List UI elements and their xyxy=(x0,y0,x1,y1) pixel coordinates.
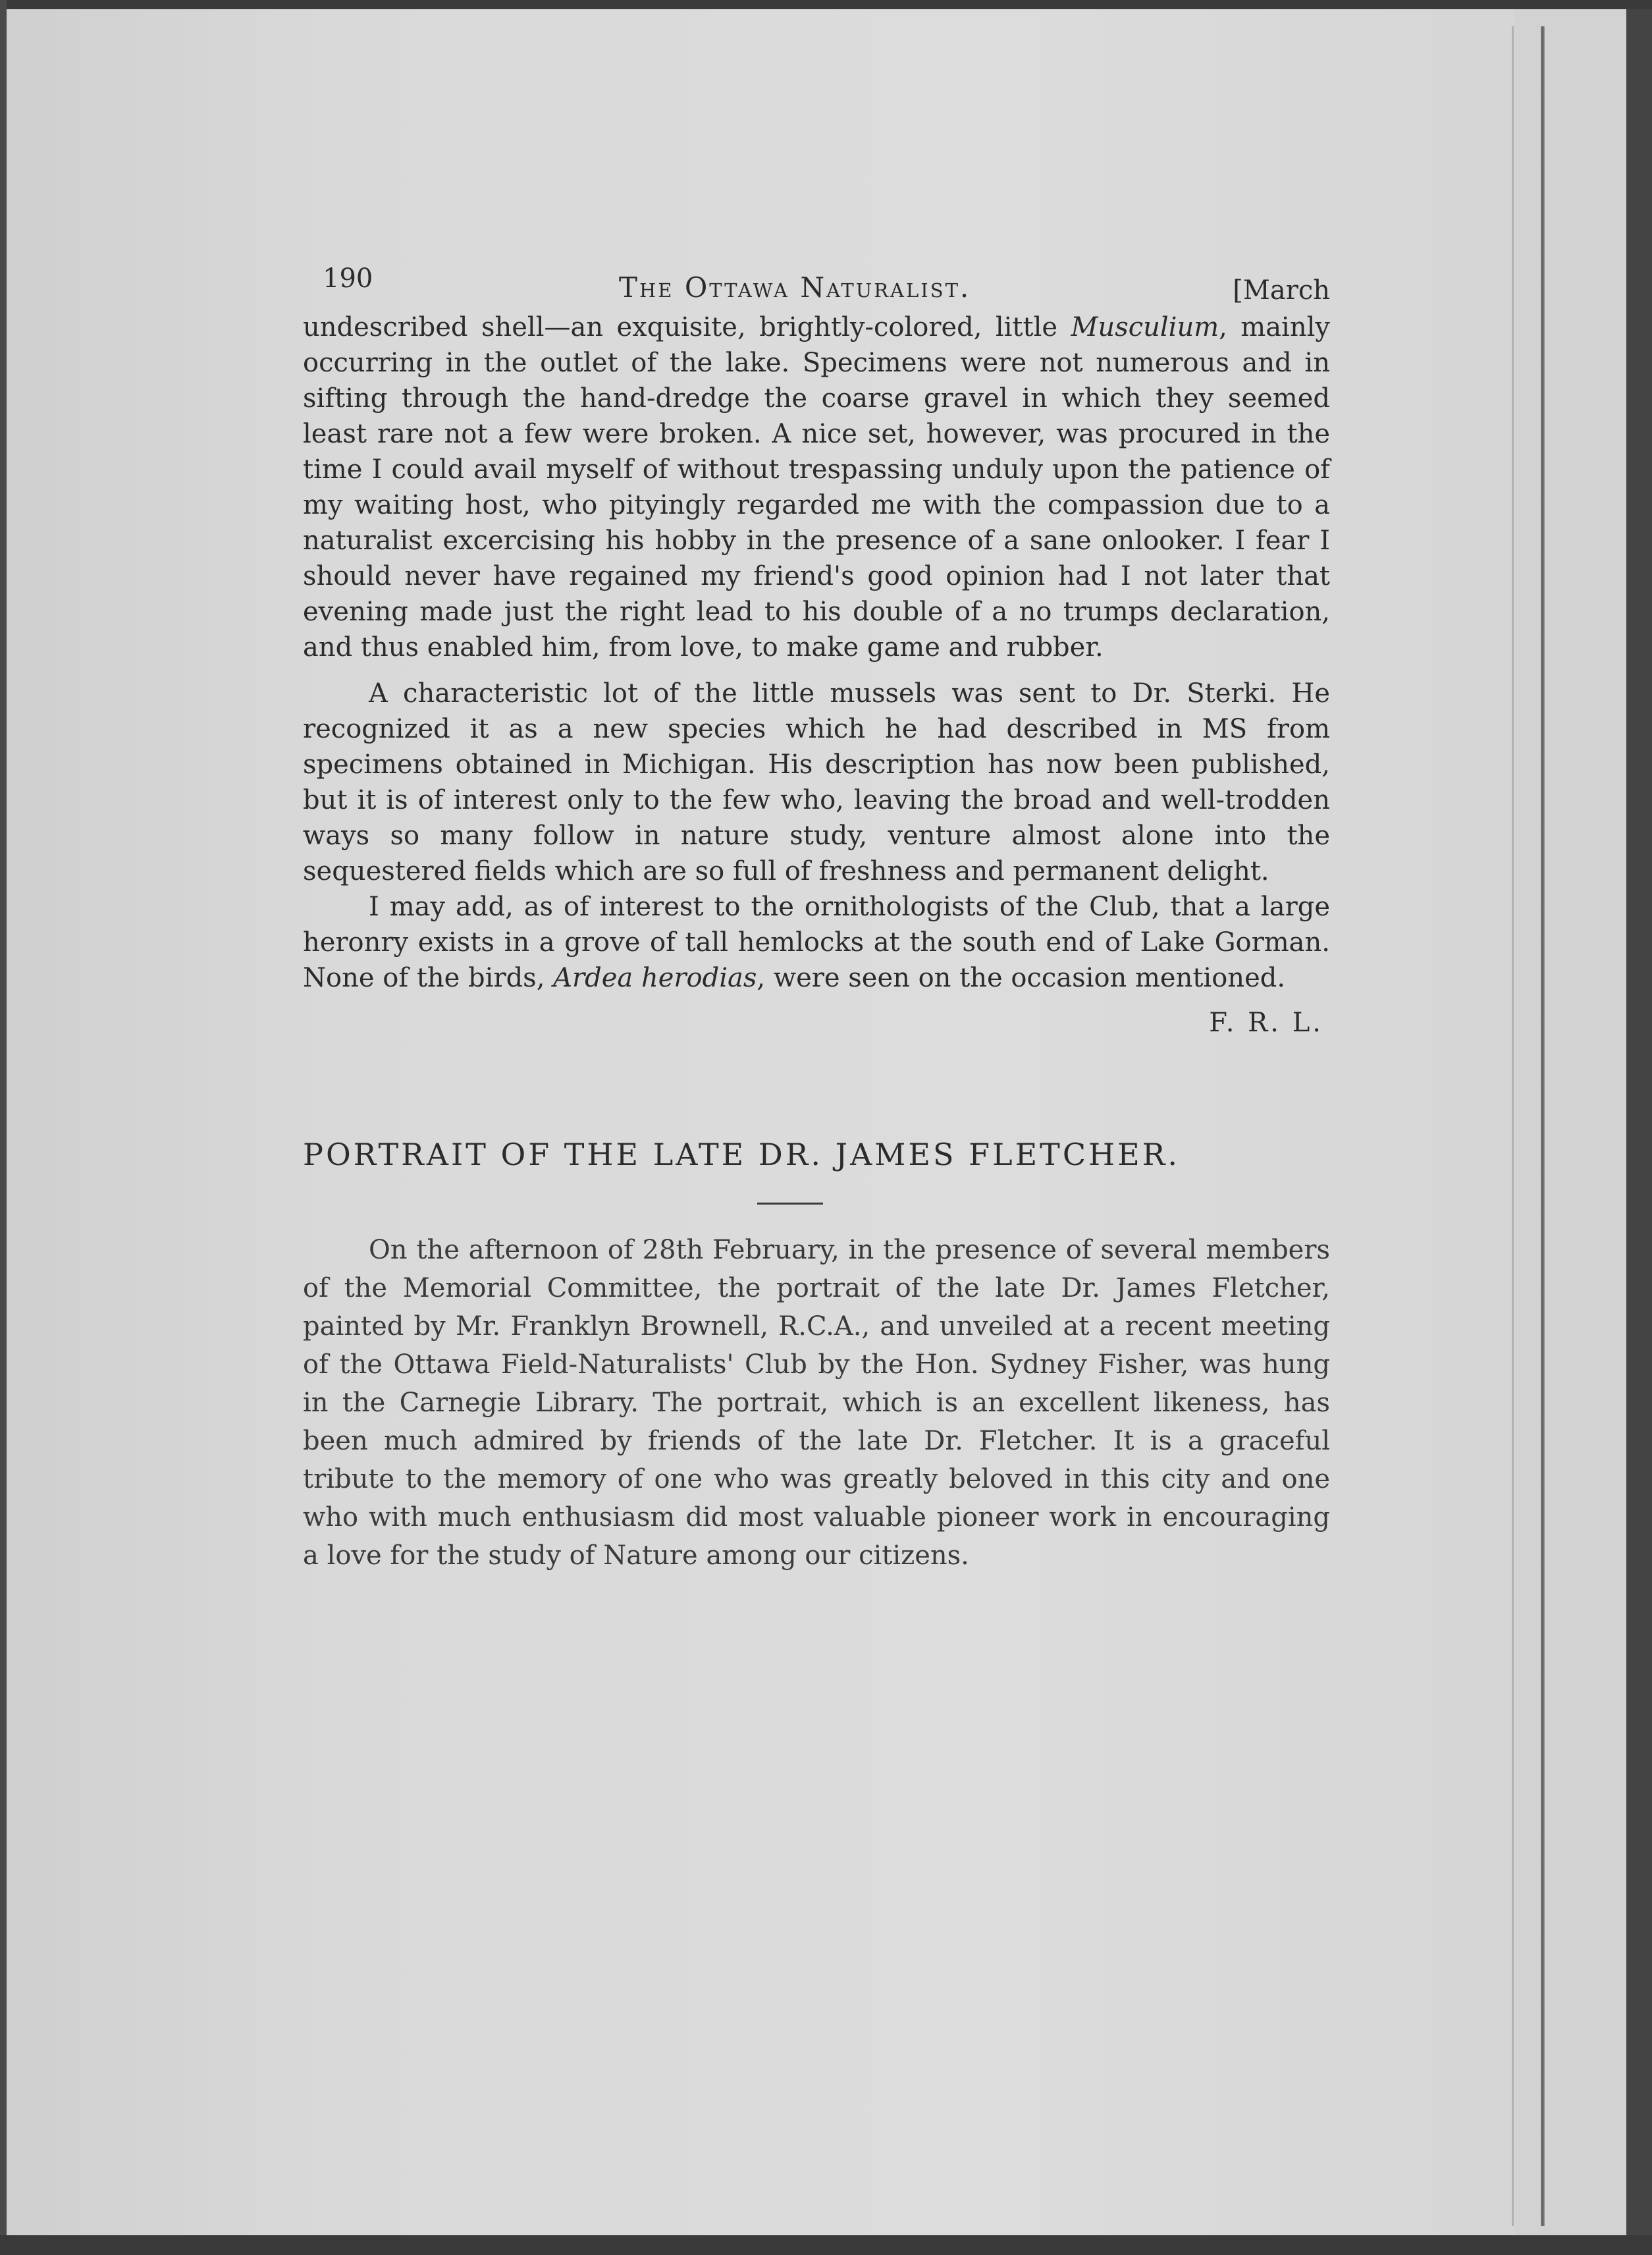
page-fold-line xyxy=(1541,26,1545,2226)
author-initials: F. R. L. xyxy=(1209,1008,1323,1038)
article-body: On the afternoon of 28th February, in the presence of several members of the Memorial Committee, the portrait of the late Dr. James Fletcher, painted by Mr. Franklyn Brownell, R.C.A., and unveiled at a recent meeting of the Ottawa Field-Naturalists' Club by the Hon. Sydney Fisher, was hung in the Carnegie Library. The portrait, which is an excellent likeness, has been much admired by friends of the late Dr. Fletcher. It is a graceful tribute to the memory of one who was greatly beloved in this city and one who with much enthusiasm did most valuable pioneer work in encouraging a love for the study of Nature among our citizens. xyxy=(303,1235,1330,1571)
page-fold-shadow xyxy=(1512,26,1514,2226)
page-number: 190 xyxy=(323,263,373,294)
page-content xyxy=(303,263,1330,1601)
paragraph-heronry xyxy=(303,889,1330,996)
paragraph-text: , were seen on the occasion mentioned. xyxy=(757,963,1286,993)
scan-border-left xyxy=(0,0,7,2255)
running-head xyxy=(303,263,1330,310)
paragraph-continued xyxy=(303,310,1330,665)
paragraph-text: , mainly occurring in the outlet of the lake. Specimens were not numerous and in sifting through the hand-dredge the coarse gravel in which they seemed least rare not a few were broken. A nice set, however, was procured in the time I could avail myself of without trespassing unduly upon the patience of my waiting host, who pityingly regarded me with the compassion due to a naturalist excercising his hobby in the presence of a sane onlooker. I fear I should never have regained my friend's good opinion had I not later that evening made just the right lead to his double of a no trumps declaration, and thus enabled him, from love, to make game and rubber. xyxy=(303,312,1331,663)
title-rule xyxy=(757,1203,823,1205)
article-title: PORTRAIT OF THE LATE DR. JAMES FLETCHER. xyxy=(303,1137,1180,1172)
issue-month: [March xyxy=(1233,275,1330,306)
journal-title: The Ottawa Naturalist. xyxy=(619,271,971,304)
species-name: Ardea herodias xyxy=(553,963,757,993)
paragraph-sterki: A characteristic lot of the little mussels was sent to Dr. Sterki. He recognized it as a new species which he had described in MS from specimens obtained in Michigan. His description has now been published, but it is of interest only to the few who, leaving the broad and well-trodden ways so many follow in nature study, venture almost alone into the sequestered fields which are so full of freshness and permanent delight. xyxy=(303,678,1330,886)
scan-border-top xyxy=(0,0,1652,9)
paragraph-text: undescribed shell—an exquisite, brightly-colored, little xyxy=(303,312,1071,342)
genus-name: Musculium xyxy=(1071,312,1219,342)
scan-border-bottom xyxy=(0,2235,1652,2255)
scan-border-right xyxy=(1626,9,1652,2235)
paragraph-text: I may add, as of interest to the ornithologists of the Club, that a large heronry exists in a grove of tall hemlocks at the south end of Lake Gorman. None of the birds, xyxy=(303,892,1330,993)
